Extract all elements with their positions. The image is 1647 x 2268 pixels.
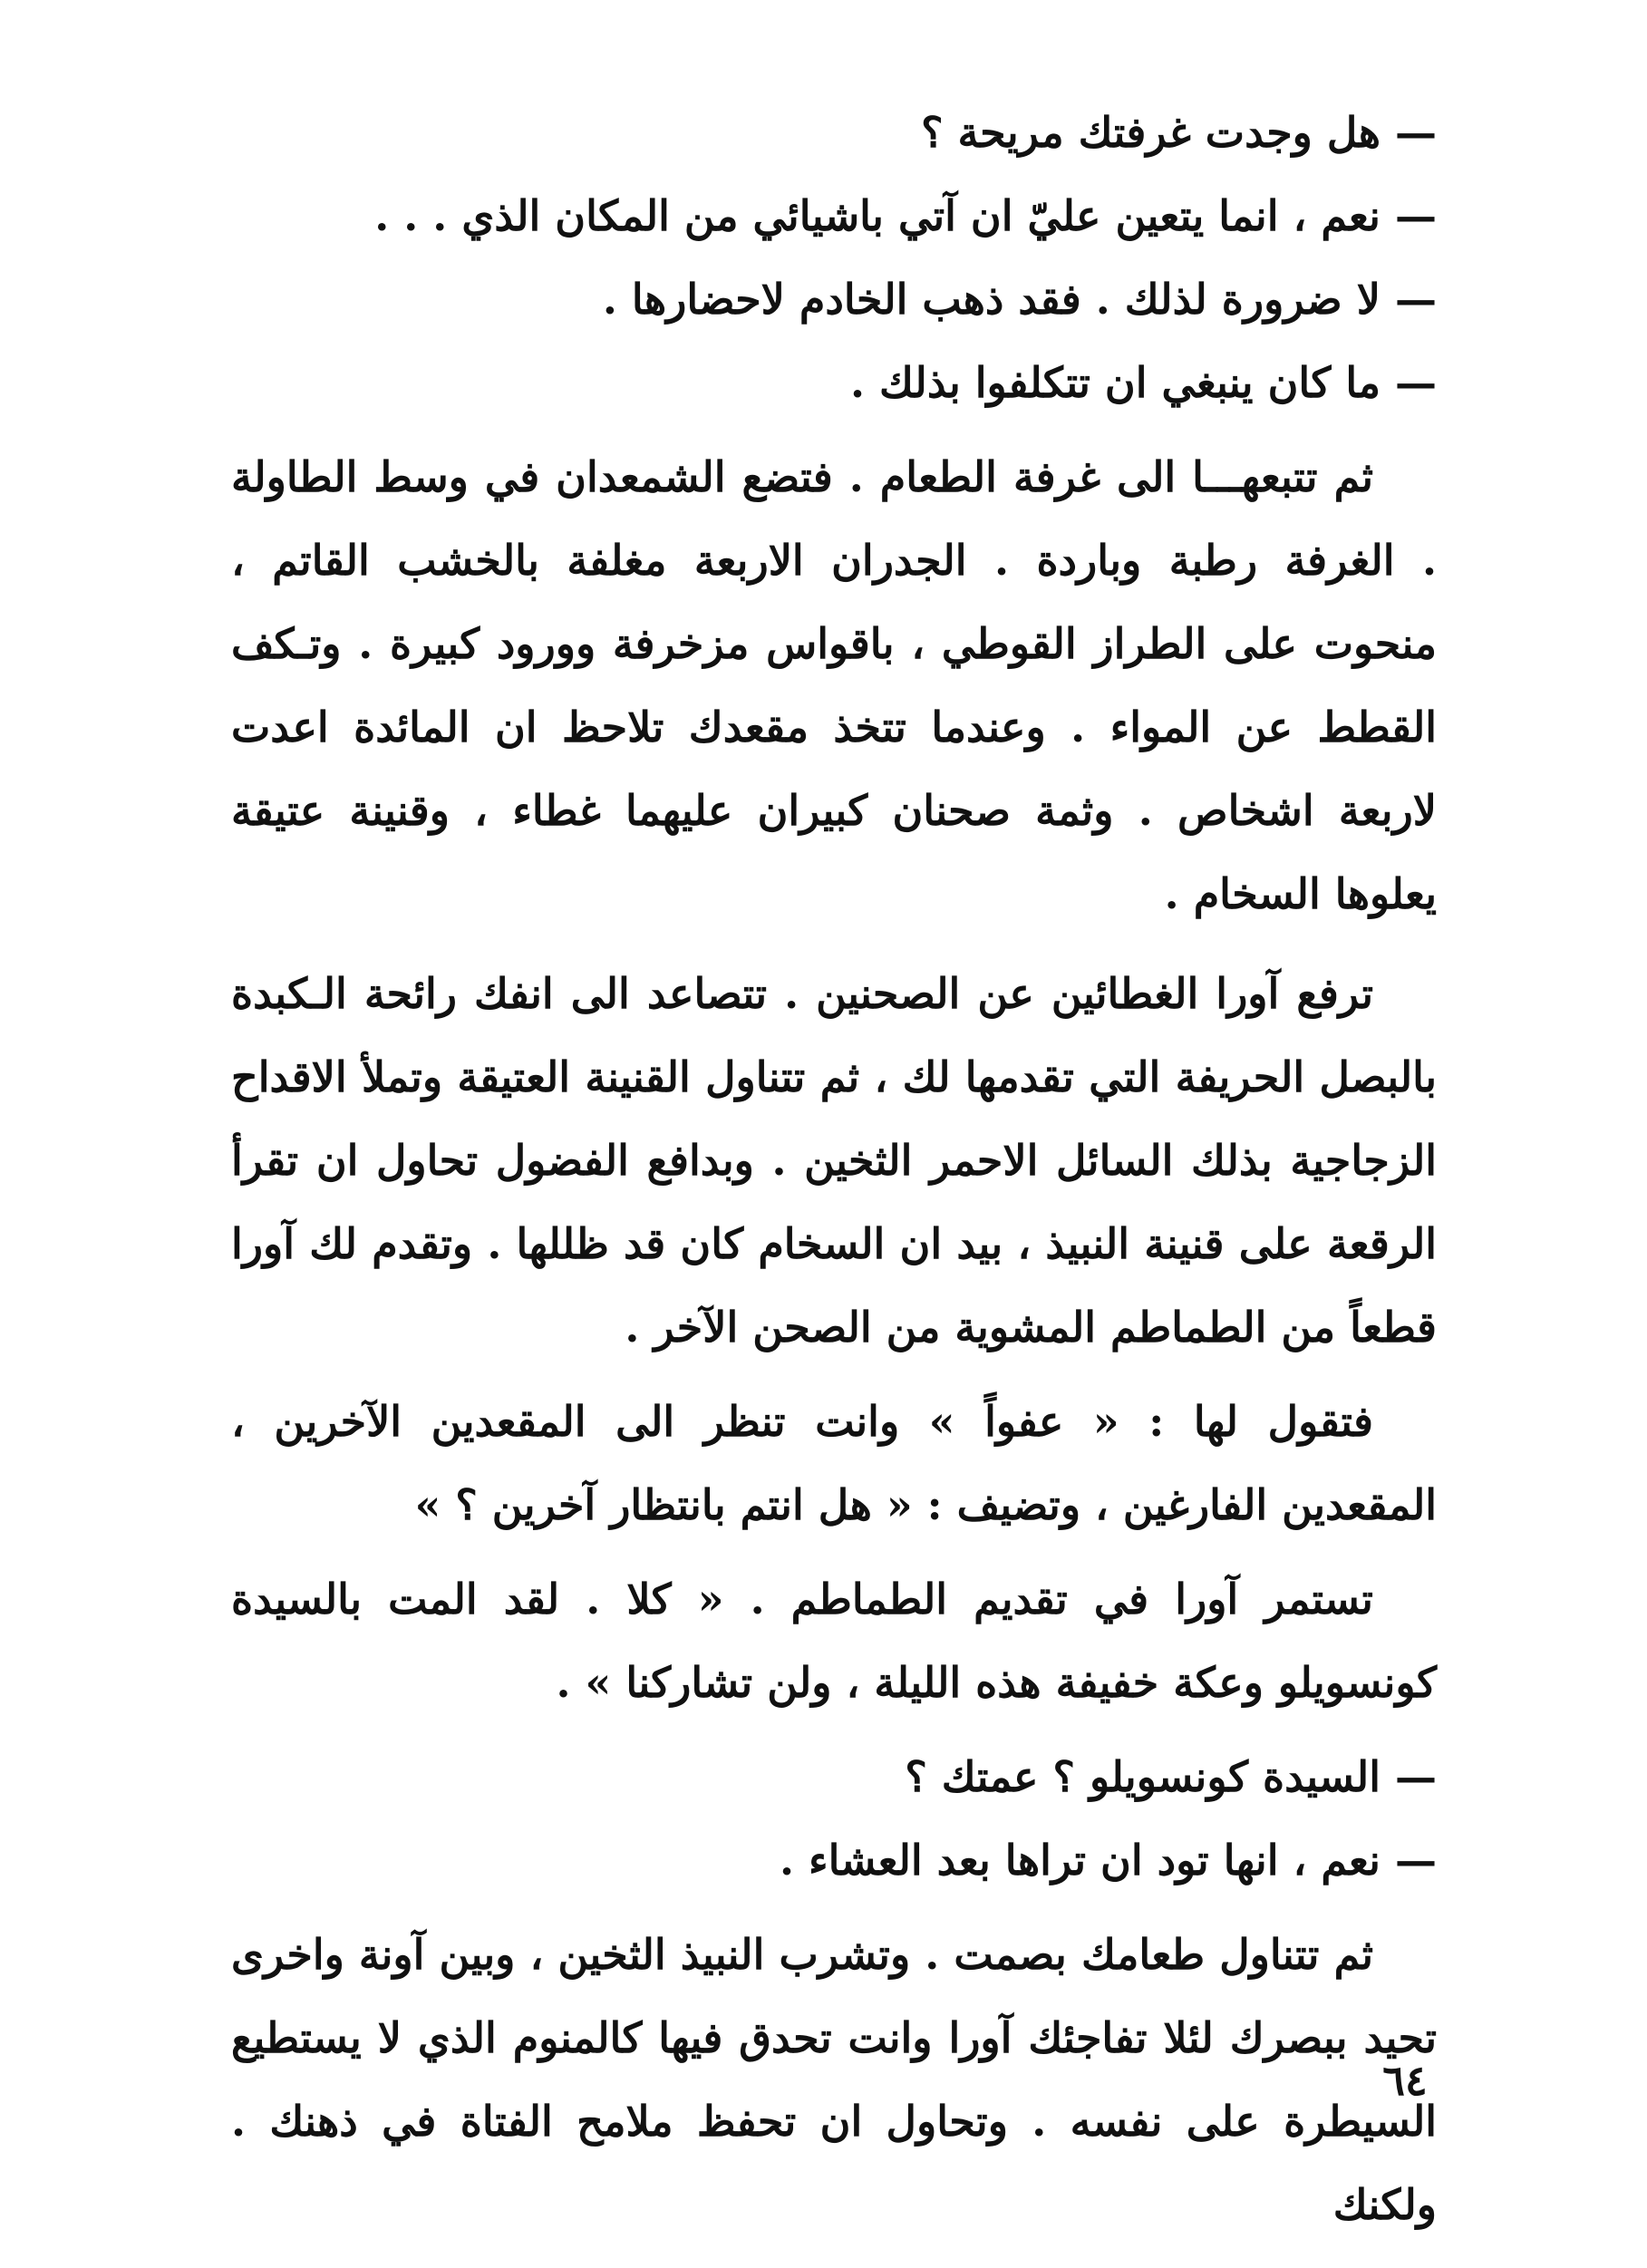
paragraph-empty-seats: فتقول لها : « عفواً » وانت تنظر الى المقعدين الآخرين ، المقعدين الفارغين ، وتضيف : « هل انتم بانتظار آخرين ؟ » [231,1397,1437,1529]
dialogue-line: — السيدة كونسويلو ؟ عمتك ؟ [905,1752,1437,1801]
dialogue-line: — نعم ، انما يتعين عليّ ان آتي باشيائي من المكان الذي . . . [374,191,1437,240]
paragraph-serving-food: ترفع آورا الغطائين عن الصحنين . تتصاعد الى انفك رائحة الـكبدة بالبصل الحريفة التي تقدمها لك ، ثم تتناول القنينة العتيقة وتملأ الاقداح الزجاجية بذلك السائل الاحمر الثخين . وبدافع الفضول تحاول ان تقرأ الرقعة على قنينة النبيذ ، بيد ان السخام كان قد ظللها . وتقدم لك آورا قطعاً من الطماطم المشوية من الصحن الآخر . [231,969,1437,1352]
paragraph-gap [231,935,1437,952]
paragraph-gap [231,424,1437,435]
dialogue-line: — ما كان ينبغي ان تتكلفوا بذلك . [850,358,1437,407]
page-body-text [231,91,1437,2246]
paragraph-gap [231,1724,1437,1735]
dialogue-line: — نعم ، انها تود ان تراها بعد العشاء . [779,1836,1437,1885]
paragraph-dining-room: ثم تتبعهـــا الى غرفة الطعام . فتضع الشمعدان في وسط الطاولة . الغرفة رطبة وباردة . الجدران الاربعة مغلفة بالخشب القاتم ، منحوت على الطراز القوطي ، باقواس مزخرفة وورود كبيرة . وتـكف القطط عن المواء . وعندما تتخذ مقعدك تلاحظ ان المائدة اعدت لاربعة اشخاص . وثمة صحنان كبيران عليهما غطاء ، وقنينة عتيقة يعلوها السخام . [231,452,1437,918]
paragraph-gap [231,1546,1437,1557]
paragraph-senora-consuelo: تستمر آورا في تقديم الطماطم . « كلا . لقد المت بالسيدة كونسويلو وعكة خفيفة هذه الليلة ، ولن تشاركنا » . [231,1575,1437,1707]
paragraph-eating-in-silence: ثم تتناول طعامك بصمت . وتشرب النبيذ الثخين ، وبين آونة واخرى تحيد ببصرك لئلا تفاجئك آورا وانت تحدق فيها كالمنوم الذي لا يستطيع السيطرة على نفسه . وتحاول ان تحفظ ملامح الفتاة في ذهنك . ولكنك [231,1930,1437,2229]
dialogue-line: — هل وجدت غرفتك مريحة ؟ [921,108,1437,157]
page-number: ٦٤ [1382,2056,1428,2105]
paragraph-gap [231,1369,1437,1380]
paragraph-gap [231,1902,1437,1913]
dialogue-line: — لا ضرورة لذلك . فقد ذهب الخادم لاحضارها . [602,275,1437,324]
